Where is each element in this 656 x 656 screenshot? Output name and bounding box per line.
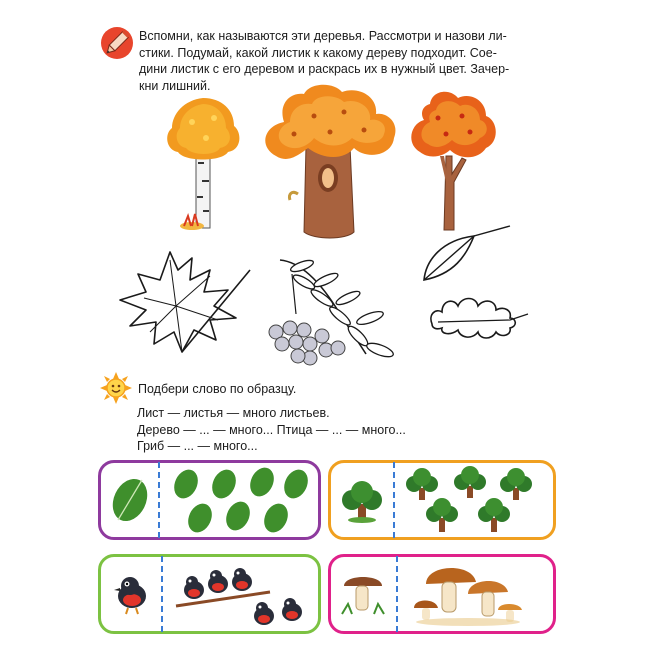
example-line: Лист — листья — много листьев. — [137, 406, 330, 420]
many-leaves-illustration — [166, 464, 316, 536]
oak-leaf-outline — [424, 290, 536, 344]
task1-line: стики. Подумай, какой листик к какому дереву подходит. Сое- — [139, 45, 497, 60]
leaves-divider — [158, 462, 160, 538]
task1-line: кни лишний. — [139, 78, 211, 93]
example-line: Дерево — ... — много... Птица — ... — много... — [137, 422, 406, 437]
birds-divider — [161, 556, 163, 632]
mushrooms-divider — [396, 556, 398, 632]
single-leaf-illustration — [106, 466, 154, 534]
rowan-leaf-with-berries — [262, 254, 412, 372]
rowan-tree-illustration — [404, 86, 498, 232]
many-mushrooms-illustration — [412, 558, 532, 628]
task2-example — [137, 405, 406, 455]
example-line: Гриб — ... — много... — [137, 439, 258, 453]
many-birds-illustration — [174, 560, 314, 632]
sun-icon — [99, 371, 133, 405]
task1-line: Вспомни, как называются эти деревья. Рассмотри и назови ли- — [139, 29, 507, 43]
task1-line: дини листик с его деревом и раскрась их в нужный цвет. Зачер- — [139, 62, 510, 76]
trees-divider — [393, 462, 395, 538]
single-mushroom-illustration — [338, 566, 388, 618]
task2-instruction: Подбери слово по образцу. — [138, 382, 297, 396]
birch-leaf-outline — [418, 222, 522, 288]
single-bird-illustration — [110, 572, 154, 616]
many-trees-illustration — [402, 466, 548, 536]
birch-tree-illustration — [162, 92, 244, 234]
pencil-icon — [100, 26, 134, 60]
single-tree-illustration — [338, 480, 386, 524]
maple-leaf-outline — [110, 240, 260, 358]
oak-tree-illustration — [254, 82, 400, 244]
